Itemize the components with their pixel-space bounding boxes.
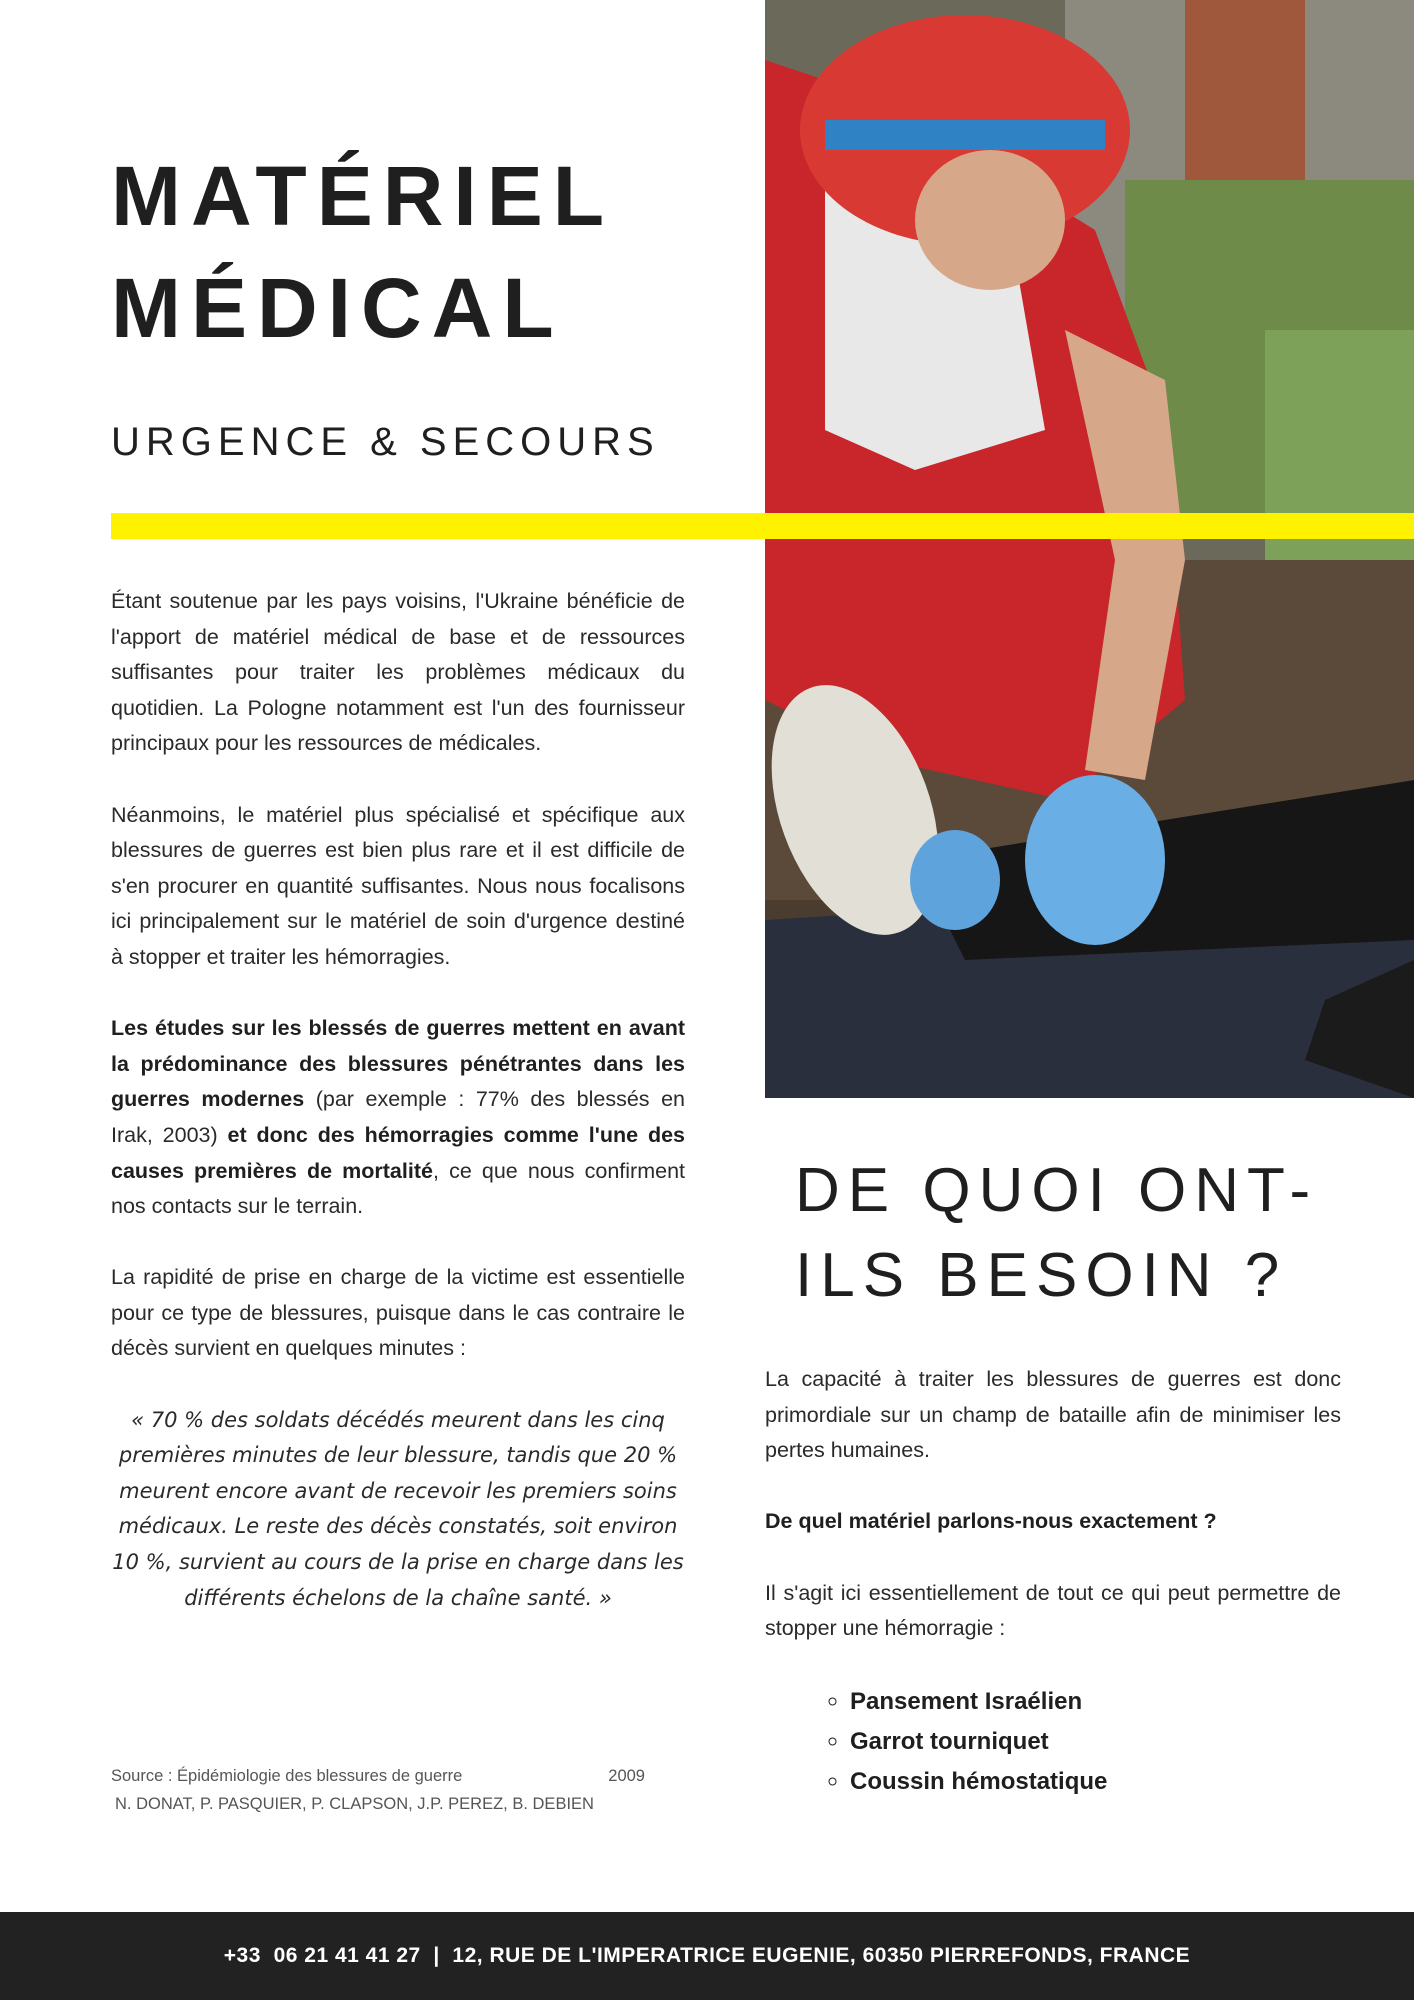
material-question: De quel matériel parlons-nous exactement ? <box>765 1509 1217 1534</box>
capacity-paragraph: La capacité à traiter les blessures de guerres est donc primordiale sur un champ de bataille afin de minimiser les pertes humaines. <box>765 1367 1341 1463</box>
material-list <box>765 1682 1341 1802</box>
page-title-line2: MÉDICAL <box>111 261 564 355</box>
footer-contact: +33 06 21 41 41 27 | 12, RUE DE L'IMPERATRICE EUGENIE, 60350 PIERREFONDS, FRANCE <box>223 1944 1191 1967</box>
statistics-quote: « 70 % des soldats décédés meurent dans les cinq premières minutes de leur blessure, tandis que 20 % meurent encore avant de recevoir les premiers soins médicaux. Le reste des décès constatés, soit environ 10 %, survient au cours de la prise en charge dans les différents échelons de la chaîne santé. » <box>112 1407 684 1610</box>
studies-bold-2: et donc des hémorragies comme l'une des causes premières de mortalité <box>111 1122 685 1183</box>
rescuer-photo <box>765 0 1414 1098</box>
studies-normal-1: (par exemple : 77% des blessés en Irak, 2003) <box>111 1087 686 1147</box>
list-item: ◦ Pansement Israélien <box>850 1682 1341 1722</box>
section-title <box>795 1148 1318 1318</box>
section-title-line2: ILS BESOIN ? <box>795 1241 1288 1310</box>
speed-paragraph: La rapidité de prise en charge de la victime est essentielle pour ce type de blessures, puisque dans le cas contraire le décès survient en quelques minutes : <box>111 1265 685 1361</box>
source-citation <box>111 1762 651 1818</box>
studies-normal-2: , ce que nous confirment nos contacts sur le terrain. <box>111 1158 685 1219</box>
left-column <box>111 584 685 1646</box>
studies-paragraph <box>111 1011 685 1225</box>
footer <box>0 1912 1414 2000</box>
section-title-line1: DE QUOI ONT- <box>795 1156 1319 1225</box>
accent-bar <box>111 513 1414 539</box>
page-title-line1: MATÉRIEL <box>111 149 615 243</box>
right-column <box>765 1362 1341 1802</box>
list-item: ◦ Garrot tourniquet <box>850 1722 1341 1762</box>
specialized-material-paragraph: Néanmoins, le matériel plus spécialisé et spécifique aux blessures de guerres est bien plus rare et il est difficile de s'en procurer en quantité suffisantes. Nous nous focalisons ici principalement sur le matériel de soin d'urgence destiné à stopper et traiter les hémorragies. <box>111 802 685 969</box>
page-subtitle: URGENCE & SECOURS <box>111 420 660 464</box>
intro-paragraph: Étant soutenue par les pays voisins, l'Ukraine bénéficie de l'apport de matériel médical de base et de ressources suffisantes pour traiter les problèmes médicaux du quotidien. La Pologne notamment est l'un des fournisseur principaux pour les ressources de médicales. <box>111 589 685 756</box>
list-item: ◦ Coussin hémostatique <box>850 1762 1341 1802</box>
rescuer-photo-illustration <box>765 0 1414 1098</box>
studies-bold-1: Les études sur les blessés de guerres mettent en avant la prédominance des blessures pénétrantes dans les guerres modernes <box>111 1016 685 1112</box>
source-authors: N. DONAT, P. PASQUIER, P. CLAPSON, J.P. PEREZ, B. DEBIEN <box>115 1795 594 1813</box>
source-year: 2009 <box>608 1767 645 1785</box>
source-label: Source : Épidémiologie des blessures de guerre <box>111 1767 463 1785</box>
hemorrhage-paragraph: Il s'agit ici essentiellement de tout ce qui peut permettre de stopper une hémorragie : <box>765 1580 1341 1641</box>
page-title <box>111 140 614 364</box>
